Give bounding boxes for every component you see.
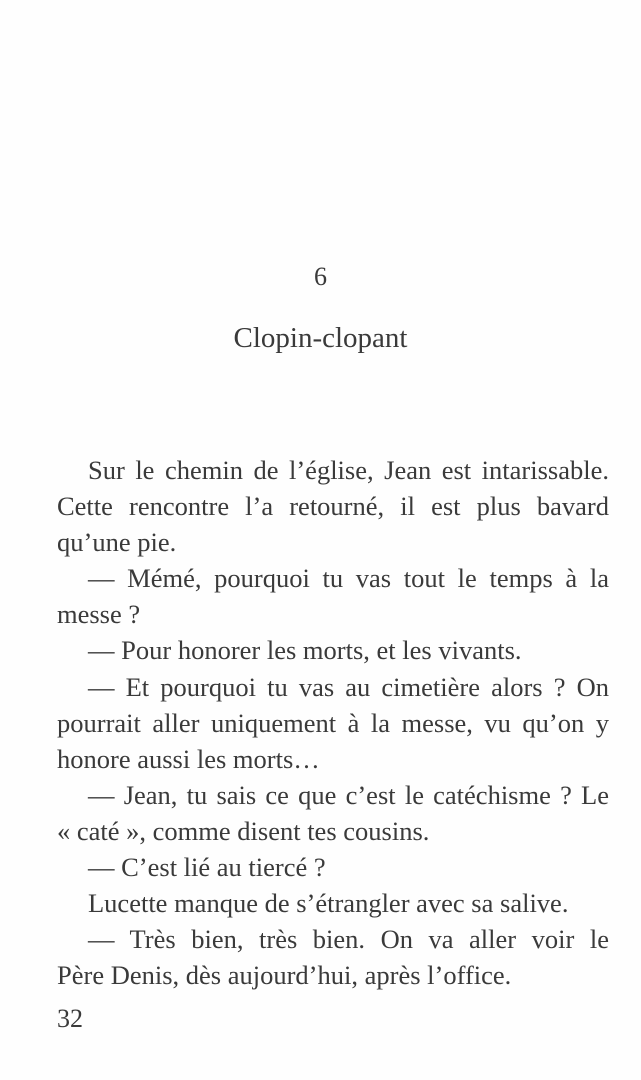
- text-line: Lucette manque de s’étrangler avec sa salive.: [88, 888, 569, 919]
- body-text: [57, 452, 609, 993]
- text-line: honore aussi les morts…: [57, 743, 320, 774]
- text-line: — Très bien, très bien. On va aller voir le: [88, 924, 609, 955]
- text-line: — Et pourquoi tu vas au cimetière alors ? On: [88, 671, 609, 702]
- page-number: 32: [57, 1004, 83, 1033]
- text-line: — Jean, tu sais ce que c’est le catéchisme ? Le: [88, 779, 609, 810]
- text-line: Cette rencontre l’a retourné, il est plus bavard: [57, 491, 609, 522]
- text-line: — Mémé, pourquoi tu vas tout le temps à la: [88, 563, 609, 594]
- chapter-title: Clopin-clopant: [233, 322, 408, 354]
- text-line: pourrait aller uniquement à la messe, vu qu’on y: [57, 707, 609, 738]
- text-line: qu’une pie.: [57, 527, 177, 558]
- chapter-number: 6: [314, 262, 327, 291]
- text-line: — C’est lié au tiercé ?: [88, 852, 326, 883]
- text-line: Sur le chemin de l’église, Jean est intarissable.: [88, 455, 609, 485]
- text-line: Père Denis, dès aujourd’hui, après l’office.: [57, 960, 512, 991]
- text-line: « caté », comme disent tes cousins.: [57, 815, 430, 846]
- text-line: messe ?: [57, 599, 141, 630]
- text-line: — Pour honorer les morts, et les vivants.: [88, 635, 522, 666]
